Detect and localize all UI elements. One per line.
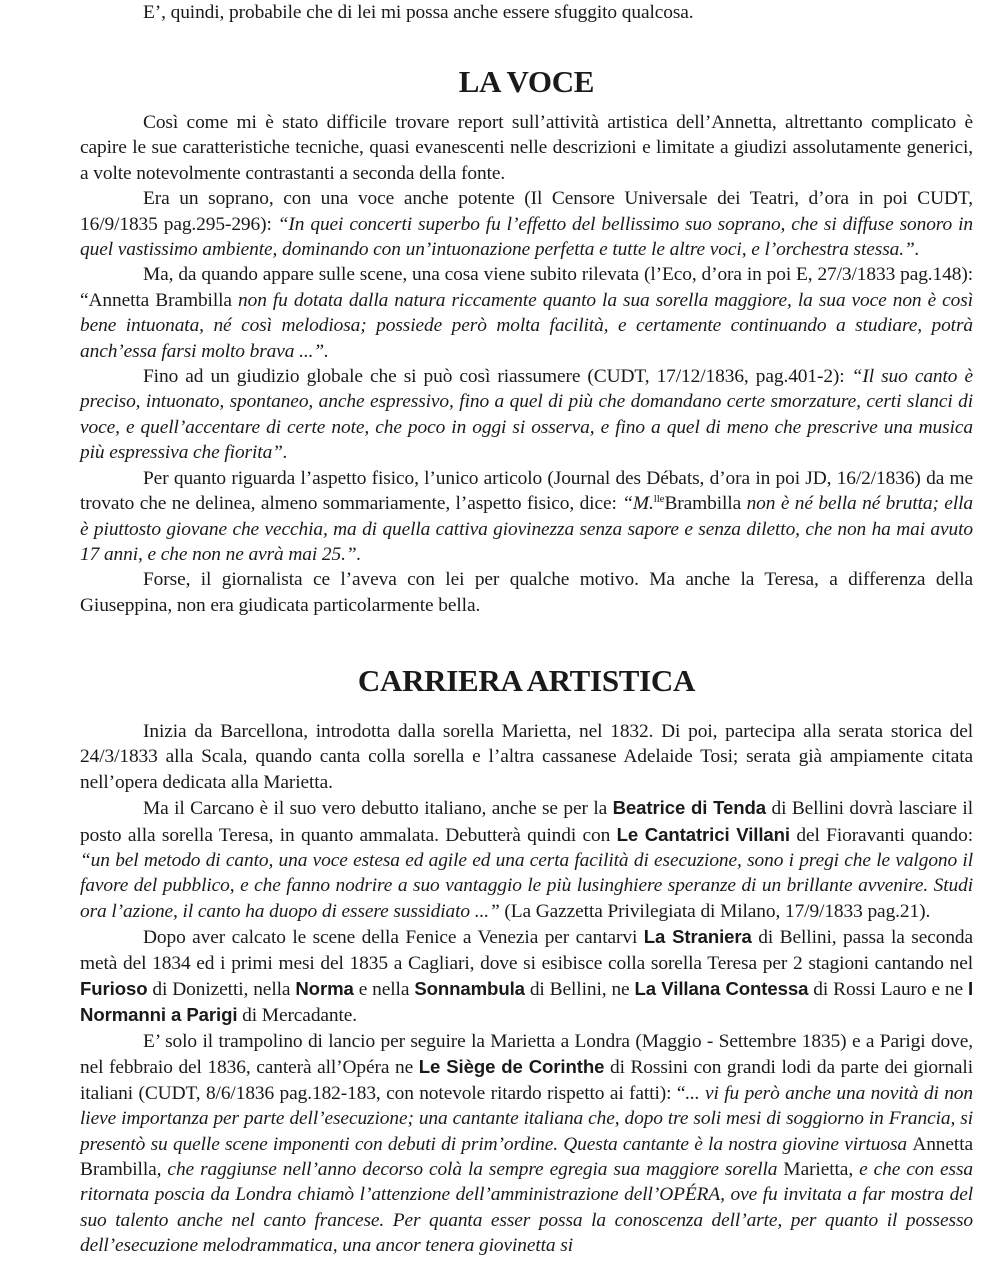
carriera-paragraph-3 (80, 924, 973, 1029)
voce-paragraph-4 (80, 364, 973, 466)
carriera-p2-text-a: Ma il Carcano è il suo vero debutto italiano, anche se per la (143, 798, 613, 820)
carriera-p2-text-d: del Fioravanti quando: (789, 824, 973, 846)
voce-p5-m: “M. (622, 493, 654, 515)
carriera-p4-text-c: di Rossini con grandi lodi da parte dei giornali italiani (CUDT, 8/6/1836 pag.182-183, con notevole ritardo rispetto ai fatti): “ (80, 1057, 973, 1104)
carriera-p3-text-d: di Donizetti, nella (147, 979, 296, 1001)
carriera-paragraph-4 (80, 1029, 973, 1259)
voce-p5-quote: non è né bella né brutta; ella è piuttosto giovane che vecchia, ma di quella cattiva giovinezza senza sapore e senza diletto, che non ha mai avuto 17 anni, e che non ne avrà mai 25.”. (80, 493, 973, 565)
opera-title-sonnambula: Sonnambula (414, 978, 525, 1000)
carriera-p4-name-annetta: Annetta Brambilla (80, 1133, 973, 1180)
voce-paragraph-3 (80, 262, 973, 364)
opera-title-beatrice: Beatrice di Tenda (612, 797, 766, 819)
voce-paragraph-2 (80, 186, 973, 262)
carriera-p3-text-c: di Bellini, passa la seconda metà del 1834 ed i primi mesi del 1835 a Cagliari, dove si esibisce colla sorella Teresa per 2 stagioni cantando nel (80, 927, 974, 974)
voce-p3-text: Ma, da quando appare sulle scene, una cosa viene subito rilevata (l’Eco, d’ora in poi E, 27/3/1833 pag.148): “Annetta Brambilla (80, 264, 973, 311)
opera-title-cantatrici: Le Cantatrici Villani (616, 823, 790, 845)
voce-p5-name: Brambilla (664, 493, 747, 515)
carriera-p4-quote-3: , e che con essa ritornata poscia da Londra chiamò l’attenzione dell’amministrazione dell’OPÉRA, ove fu invitata a far mostra del suo talento anche nel canto francese. Per quanta esser possa la conoscenza dell’arte, per quanto il possesso dell’esecuzione melodrammatica, una ancor tenera giovinetta si (80, 1158, 973, 1257)
voce-p4-text: Fino ad un giudizio globale che si può così riassumere (CUDT, 17/12/1836, pag.401-2): (143, 366, 852, 388)
carriera-p4-quote-1: ... vi fu però anche una novità di non lieve importanza per parte dell’esecuzione; una cantante italiana che, dopo tre soli mesi di soggiorno in Francia, si presentò su quelle scene imponenti con debuti di prim’ordine. Questa cantante è la nostra giovine virtuosa (80, 1082, 973, 1155)
opera-title-normanni: I Normanni a Parigi (80, 978, 974, 1026)
intro-line: E’, quindi, probabile che di lei mi possa anche essere sfuggito qualcosa. (143, 2, 694, 23)
carriera-p3-text-h: di Mercadante. (237, 1005, 358, 1027)
section-voce-body (80, 110, 973, 618)
opera-title-villana-contessa: La Villana Contessa (634, 978, 809, 1000)
voce-p3-quote: non fu dotata dalla natura riccamente quanto la sua sorella maggiore, la sua voce non è così bene intuonata, né così melodiosa; possiede però molta facilità, e certamente continuando a studiare, potrà anch’essa farsi molto brava ...”. (80, 289, 974, 362)
voce-p5-text: Per quanto riguarda l’aspetto fisico, l’unico articolo (Journal des Débats, d’ora in poi JD, 16/2/1836) da me trovato che ne delinea, almeno sommariamente, l’aspetto fisico, dice: (80, 467, 973, 515)
carriera-p2-quote: “un bel metodo di canto, una voce estesa ed agile ed una certa facilità di esecuzione, sono i pregi che le valgono il favore del pubblico, e che fanno nodrire a suo vantaggio le più lusinghiere speranze di un brillante avvenire. Studi ora l’azione, il canto ha duopo di essere sussidiato ...” (80, 850, 973, 922)
carriera-p2-text-c: di Bellini dovrà lasciare il posto alla sorella Teresa, in quanto ammalata. Debutterà quindi con (80, 798, 973, 846)
voce-paragraph-5 (80, 466, 973, 568)
opera-title-furioso: Furioso (80, 978, 148, 1000)
voce-p4-quote: “Il suo canto è preciso, intuonato, spontaneo, anche espressivo, fino a quel di più che domandano certe smorzature, certi slanci di voce, e quell’accentare di certe note, che poco in oggi si osserva, e fino a quel di meno che prescrive una musica più espressiva che fiorita”. (80, 366, 973, 464)
carriera-p3-text-a: Dopo aver calcato le scene della Fenice a Venezia per cantarvi (143, 927, 644, 949)
intro-block (80, 0, 973, 25)
opera-title-straniera: La Straniera (643, 926, 752, 948)
voce-paragraph-6: Forse, il giornalista ce l’aveva con lei per qualche motivo. Ma anche la Teresa, a differenza della Giuseppina, non era giudicata particolarmente bella. (80, 569, 973, 616)
carriera-p4-name-marietta: Marietta (783, 1158, 849, 1180)
carriera-paragraph-1: Inizia da Barcellona, introdotta dalla sorella Marietta, nel 1832. Di poi, partecipa alla serata storica del 24/3/1833 alla Scala, quando canta colla sorella e l’altra cassanese Adelaide Tosi; serata già ampiamente citata nell’opera dedicata alla Marietta. (80, 721, 973, 793)
voce-p2-text: Era un soprano, con una voce anche potente (Il Censore Universale dei Teatri, d’ora in poi CUDT, 16/9/1835 pag.295-296): (80, 188, 973, 235)
section-title-voce: LA VOCE (458, 64, 595, 99)
voce-paragraph-1: Così come mi è stato difficile trovare report sull’attività artistica dell’Annetta, altrettanto complicato è capire le sue caratteristiche tecniche, quasi evanescenti nelle descrizioni e limitate a giudizi assolutamente generici, a volte notevolmente contrastanti a seconda della fonte. (80, 112, 973, 184)
carriera-paragraph-2 (80, 795, 973, 924)
opera-title-siege: Le Siège de Corinthe (418, 1056, 605, 1078)
section-carriera-body (80, 719, 973, 1259)
carriera-p3-text-f: di Bellini, ne (524, 979, 635, 1001)
voce-p2-quote: “In quei concerti superbo fu l’effetto del bellissimo suo soprano, che si diffuse sonoro in quel vastissimo ambiente, dominando con un’intuonazione perfetta e tutte le altre voci, e l’orchestra stessa.”. (80, 213, 973, 261)
carriera-p3-text-e: e nella (353, 979, 415, 1001)
section-title-carriera: CARRIERA ARTISTICA (357, 663, 696, 698)
section-carriera (80, 663, 973, 699)
carriera-p4-text-a: E’ solo il trampolino di lancio per seguire la Marietta a Londra (Maggio - Settembre 1835) e a Parigi dove, nel febbraio del 1836, canterà all’Opéra ne (80, 1030, 973, 1079)
voce-p5-sup: lle (653, 493, 665, 506)
opera-title-norma: Norma (295, 978, 354, 1000)
carriera-p2-text-e: (La Gazzetta Privilegiata di Milano, 17/9/1833 pag.21). (499, 900, 931, 922)
carriera-p4-quote-2: , che raggiunse nell’anno decorso colà la sempre egregia sua maggiore sorella (156, 1158, 784, 1180)
section-voce (80, 64, 973, 100)
carriera-p3-text-g: di Rossi Lauro e ne (808, 979, 968, 1001)
